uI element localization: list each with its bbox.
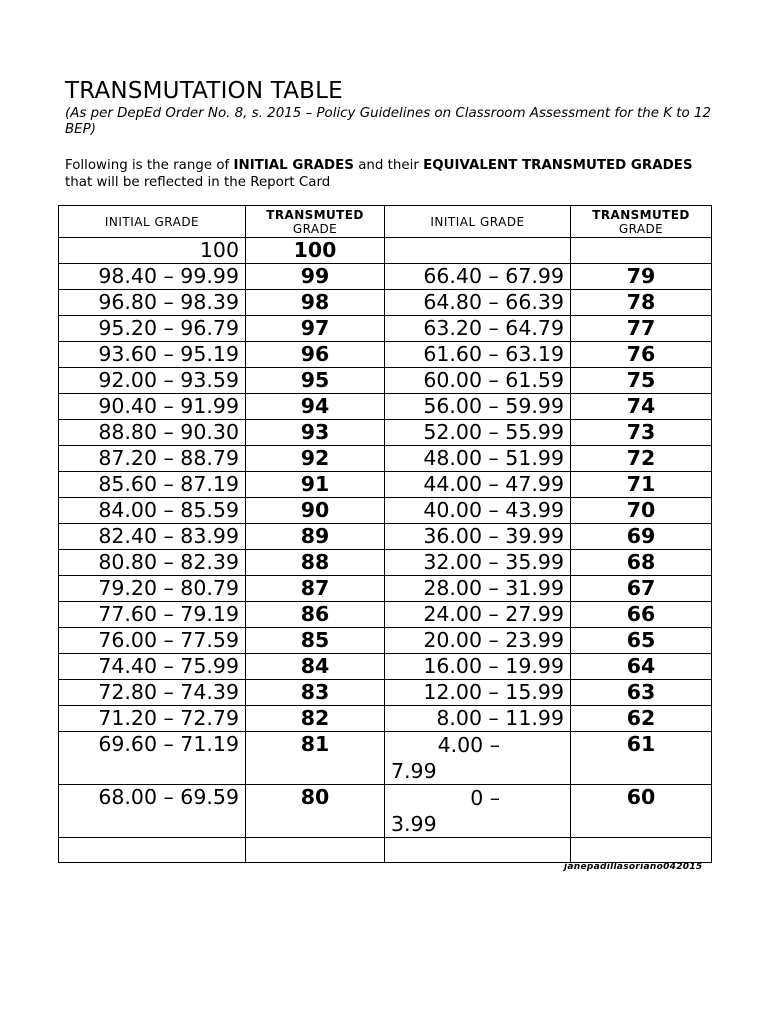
initial-grade-cell: 80.80 – 82.39 xyxy=(59,550,246,576)
intro-part3: that will be reflected in the Report Card xyxy=(65,175,331,190)
initial-grade-cell: 16.00 – 19.99 xyxy=(385,654,571,680)
initial-grade-cell: 88.80 – 90.30 xyxy=(59,420,246,446)
table-row xyxy=(59,732,712,785)
initial-grade-cell: 40.00 – 43.99 xyxy=(385,498,571,524)
table-row xyxy=(59,680,712,706)
table-row xyxy=(59,394,712,420)
table-row xyxy=(59,420,712,446)
initial-grade-cell: 92.00 – 93.59 xyxy=(59,368,246,394)
transmuted-grade-cell: 86 xyxy=(246,602,385,628)
transmuted-grade-cell: 66 xyxy=(571,602,712,628)
header-transmuted-2b: GRADE xyxy=(618,221,664,236)
initial-grade-cell: 63.20 – 64.79 xyxy=(385,316,571,342)
transmuted-grade-cell: 92 xyxy=(246,446,385,472)
table-row xyxy=(59,654,712,680)
header-transmuted-2a: TRANSMUTED xyxy=(592,207,690,222)
initial-grade-cell: 28.00 – 31.99 xyxy=(385,576,571,602)
initial-grade-cell: 100 xyxy=(59,238,246,264)
initial-grade-cell: 66.40 – 67.99 xyxy=(385,264,571,290)
subtitle: (As per DepEd Order No. 8, s. 2015 – Policy Guidelines on Classroom Assessment for the K to 12 BEP) xyxy=(65,106,712,137)
initial-grade-cell: 79.20 – 80.79 xyxy=(59,576,246,602)
empty-cell xyxy=(246,838,385,863)
initial-grade-cell: 82.40 – 83.99 xyxy=(59,524,246,550)
header-transmuted-grade-2 xyxy=(571,206,712,238)
header-transmuted-1b: GRADE xyxy=(292,221,338,236)
initial-grade-cell: 74.40 – 75.99 xyxy=(59,654,246,680)
initial-grade-part: 7.99 xyxy=(391,759,437,783)
table-row xyxy=(59,524,712,550)
table-body xyxy=(59,238,712,863)
transmutation-table xyxy=(58,205,712,863)
empty-cell xyxy=(59,838,246,863)
transmuted-grade-cell: 78 xyxy=(571,290,712,316)
transmuted-grade-cell: 70 xyxy=(571,498,712,524)
initial-grade-cell: 85.60 – 87.19 xyxy=(59,472,246,498)
table-row xyxy=(59,368,712,394)
transmuted-grade-cell: 68 xyxy=(571,550,712,576)
table-row xyxy=(59,342,712,368)
intro-part1: Following is the range of xyxy=(65,158,234,173)
empty-cell xyxy=(571,838,712,863)
transmuted-grade-cell: 73 xyxy=(571,420,712,446)
initial-grade-cell: 61.60 – 63.19 xyxy=(385,342,571,368)
transmuted-grade-cell: 85 xyxy=(246,628,385,654)
transmuted-grade-cell: 75 xyxy=(571,368,712,394)
initial-grade-cell: 93.60 – 95.19 xyxy=(59,342,246,368)
header-initial-grade-2: INITIAL GRADE xyxy=(385,206,571,238)
initial-grade-cell: 60.00 – 61.59 xyxy=(385,368,571,394)
initial-grade-cell: 56.00 – 59.99 xyxy=(385,394,571,420)
initial-grade-cell: 12.00 – 15.99 xyxy=(385,680,571,706)
transmuted-grade-cell: 81 xyxy=(246,732,385,785)
initial-grade-cell: 71.20 – 72.79 xyxy=(59,706,246,732)
initial-grade-cell: 84.00 – 85.59 xyxy=(59,498,246,524)
table-row xyxy=(59,264,712,290)
table-row xyxy=(59,550,712,576)
table-row xyxy=(59,446,712,472)
transmuted-grade-cell: 80 xyxy=(246,785,385,838)
transmuted-grade-cell: 71 xyxy=(571,472,712,498)
transmuted-grade-cell: 74 xyxy=(571,394,712,420)
transmuted-grade-cell: 63 xyxy=(571,680,712,706)
transmuted-grade-cell: 88 xyxy=(246,550,385,576)
initial-grade-cell: 87.20 – 88.79 xyxy=(59,446,246,472)
transmuted-grade-cell: 100 xyxy=(246,238,385,264)
initial-grade-cell: 69.60 – 71.19 xyxy=(59,732,246,785)
initial-grade-cell xyxy=(385,238,571,264)
transmuted-grade-cell: 83 xyxy=(246,680,385,706)
transmuted-grade-cell: 94 xyxy=(246,394,385,420)
transmuted-grade-cell: 90 xyxy=(246,498,385,524)
author-footer: janepadillasoriano042015 xyxy=(564,862,703,872)
intro-text xyxy=(65,157,705,191)
transmuted-grade-cell: 67 xyxy=(571,576,712,602)
initial-grade-cell: 76.00 – 77.59 xyxy=(59,628,246,654)
transmuted-grade-cell: 60 xyxy=(571,785,712,838)
initial-grade-cell: 98.40 – 99.99 xyxy=(59,264,246,290)
intro-bold2: EQUIVALENT TRANSMUTED GRADES xyxy=(423,158,693,173)
intro-part2: and their xyxy=(353,158,424,173)
transmuted-grade-cell: 97 xyxy=(246,316,385,342)
initial-grade-cell xyxy=(385,785,571,838)
transmuted-grade-cell: 64 xyxy=(571,654,712,680)
initial-grade-cell: 72.80 – 74.39 xyxy=(59,680,246,706)
table-row xyxy=(59,290,712,316)
table-row xyxy=(59,706,712,732)
transmuted-grade-cell xyxy=(571,238,712,264)
initial-grade-cell: 64.80 – 66.39 xyxy=(385,290,571,316)
initial-grade-cell: 20.00 – 23.99 xyxy=(385,628,571,654)
header-transmuted-grade-1 xyxy=(246,206,385,238)
transmuted-grade-cell: 99 xyxy=(246,264,385,290)
initial-grade-part: 3.99 xyxy=(391,812,437,836)
transmuted-grade-cell: 79 xyxy=(571,264,712,290)
initial-grade-cell: 24.00 – 27.99 xyxy=(385,602,571,628)
transmuted-grade-cell: 96 xyxy=(246,342,385,368)
initial-grade-cell: 95.20 – 96.79 xyxy=(59,316,246,342)
transmuted-grade-cell: 98 xyxy=(246,290,385,316)
table-row xyxy=(59,576,712,602)
transmuted-grade-cell: 62 xyxy=(571,706,712,732)
table-row xyxy=(59,785,712,838)
initial-grade-part: 0 – xyxy=(470,786,500,810)
transmuted-grade-cell: 76 xyxy=(571,342,712,368)
initial-grade-cell: 32.00 – 35.99 xyxy=(385,550,571,576)
empty-row xyxy=(59,838,712,863)
empty-cell xyxy=(385,838,571,863)
initial-grade-cell: 77.60 – 79.19 xyxy=(59,602,246,628)
initial-grade-cell: 90.40 – 91.99 xyxy=(59,394,246,420)
initial-grade-cell: 36.00 – 39.99 xyxy=(385,524,571,550)
transmuted-grade-cell: 87 xyxy=(246,576,385,602)
transmuted-grade-cell: 77 xyxy=(571,316,712,342)
initial-grade-cell: 52.00 – 55.99 xyxy=(385,420,571,446)
intro-bold1: INITIAL GRADES xyxy=(233,158,354,173)
transmuted-grade-cell: 84 xyxy=(246,654,385,680)
table-row xyxy=(59,602,712,628)
table-row xyxy=(59,498,712,524)
transmuted-grade-cell: 91 xyxy=(246,472,385,498)
table-header-row xyxy=(59,206,712,238)
initial-grade-part: 4.00 – xyxy=(437,733,500,757)
transmuted-grade-cell: 95 xyxy=(246,368,385,394)
transmuted-grade-cell: 89 xyxy=(246,524,385,550)
table-row xyxy=(59,238,712,264)
initial-grade-cell: 48.00 – 51.99 xyxy=(385,446,571,472)
transmuted-grade-cell: 72 xyxy=(571,446,712,472)
table-row xyxy=(59,628,712,654)
table-row xyxy=(59,472,712,498)
initial-grade-cell: 96.80 – 98.39 xyxy=(59,290,246,316)
page-title: TRANSMUTATION TABLE xyxy=(65,78,343,104)
table-row xyxy=(59,316,712,342)
initial-grade-cell xyxy=(385,732,571,785)
header-transmuted-1a: TRANSMUTED xyxy=(266,207,364,222)
transmuted-grade-cell: 61 xyxy=(571,732,712,785)
transmuted-grade-cell: 69 xyxy=(571,524,712,550)
initial-grade-cell: 68.00 – 69.59 xyxy=(59,785,246,838)
transmuted-grade-cell: 65 xyxy=(571,628,712,654)
initial-grade-cell: 8.00 – 11.99 xyxy=(385,706,571,732)
initial-grade-cell: 44.00 – 47.99 xyxy=(385,472,571,498)
header-initial-grade-1: INITIAL GRADE xyxy=(59,206,246,238)
transmuted-grade-cell: 93 xyxy=(246,420,385,446)
transmuted-grade-cell: 82 xyxy=(246,706,385,732)
